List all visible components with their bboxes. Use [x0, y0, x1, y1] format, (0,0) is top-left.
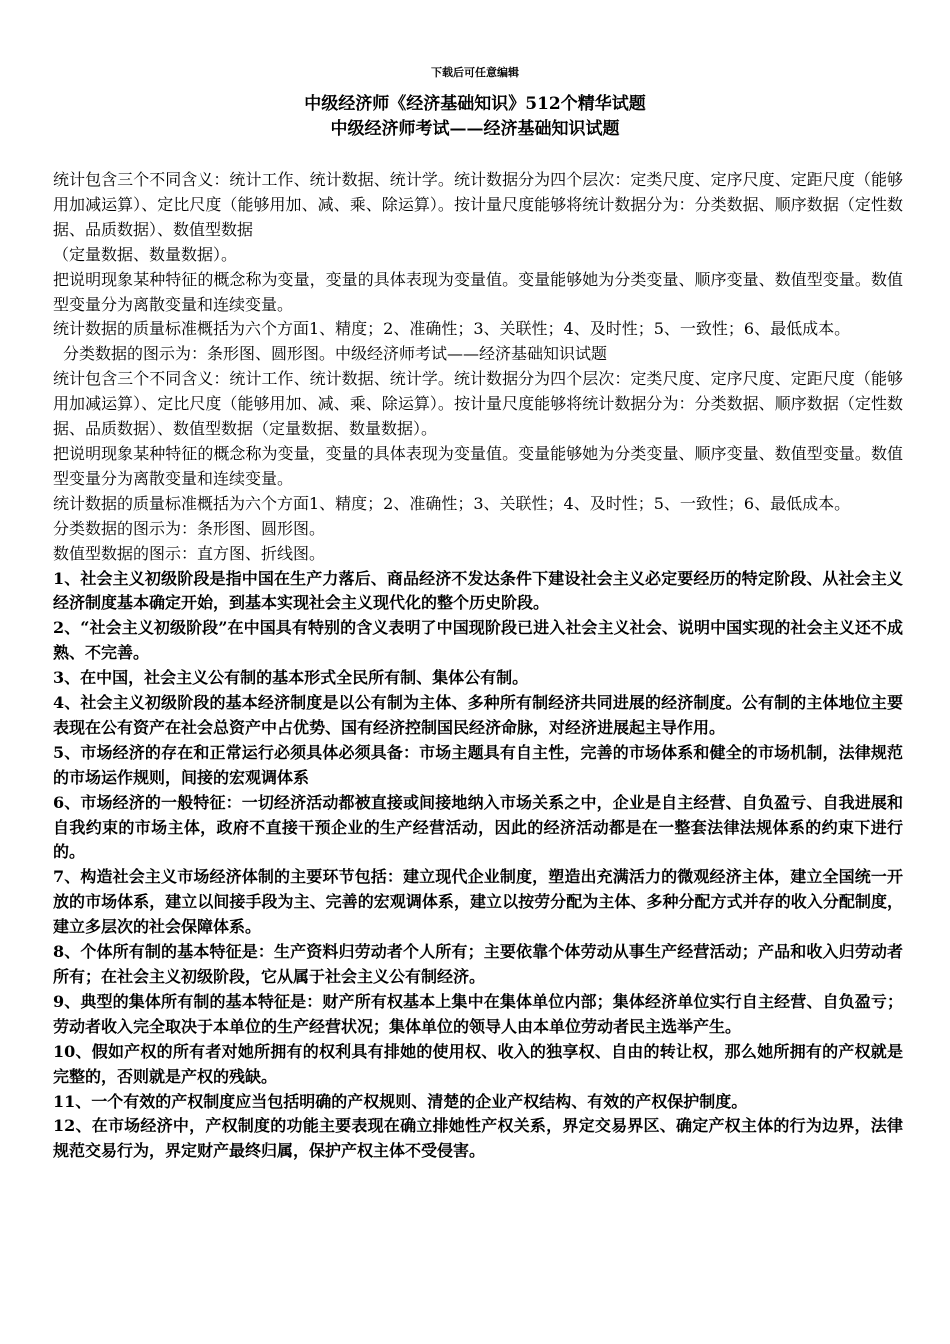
numbered-item: 7、构造社会主义市场经济体制的主要环节包括：建立现代企业制度，塑造出充满活力的微观经济主体，建立全国统一开放的市场体系，建立以间接手段为主、完善的宏观调体系，建立以按劳分配为主体、多种分配方式并存的收入分配制度，建立多层次的社会保障体系。 — [53, 867, 903, 937]
numbered-item: 1、社会主义初级阶段是指中国在生产力落后、商品经济不发达条件下建设社会主义必定要经历的特定阶段、从社会主义经济制度基本确定开始，到基本实现社会主义现代化的整个历史阶段。 — [53, 568, 903, 613]
paragraph: 分类数据的图示为：条形图、圆形图。中级经济师考试——经济基础知识试题 — [63, 344, 608, 364]
numbered-item: 8、个体所有制的基本特征是：生产资料归劳动者个人所有；主要依靠个体劳动从事生产经营活动；产品和收入归劳动者所有；在社会主义初级阶段，它从属于社会主义公有制经济。 — [53, 942, 903, 986]
paragraph: 统计包含三个不同含义：统计工作、统计数据、统计学。统计数据分为四个层次：定类尺度、定序尺度、定距尺度（能够用加减运算）、定比尺度（能够用加、减、乘、除运算）。按计量尺度能够将统计数据分为：分类数据、顺序数据（定性数据、品质数据）、数值型数据（定量数据、数量数据）。 — [53, 369, 903, 439]
numbered-item: 5、市场经济的存在和正常运行必须具体必须具备：市场主题具有自主性，完善的市场体系和健全的市场机制，法律规范的市场运作规则，间接的宏观调体系 — [53, 742, 903, 787]
title-block — [0, 92, 950, 142]
paragraph: 统计数据的质量标准概括为六个方面1、精度；2、准确性；3、关联性；4、及时性；5、一致性；6、最低成本。 — [53, 493, 851, 513]
document-subtitle: 中级经济师考试——经济基础知识试题 — [330, 119, 620, 139]
numbered-item: 3、在中国，社会主义公有制的基本形式全民所有制、集体公有制。 — [53, 668, 529, 688]
document-title: 中级经济师《经济基础知识》512个精华试题 — [304, 94, 646, 114]
paragraph: 统计数据的质量标准概括为六个方面1、精度；2、准确性；3、关联性；4、及时性；5、一致性；6、最低成本。 — [53, 319, 851, 339]
numbered-item: 10、假如产权的所有者对她所拥有的权利具有排她的使用权、收入的独享权、自由的转让权，那么她所拥有的产权就是完整的，否则就是产权的残缺。 — [53, 1041, 903, 1086]
paragraph: 把说明现象某种特征的概念称为变量，变量的具体表现为变量值。变量能够她为分类变量、顺序变量、数值型变量。数值型变量分为离散变量和连续变量。 — [53, 269, 903, 314]
paragraph: 统计包含三个不同含义：统计工作、统计数据、统计学。统计数据分为四个层次：定类尺度、定序尺度、定距尺度（能够用加减运算）、定比尺度（能够用加、减、乘、除运算）。按计量尺度能够将统计数据分为：分类数据、顺序数据（定性数据、品质数据）、数值型数据 — [53, 170, 903, 239]
body-text — [53, 168, 903, 1164]
paragraph: 数值型数据的图示：直方图、折线图。 — [53, 543, 326, 563]
paragraph: 分类数据的图示为：条形图、圆形图。 — [53, 518, 326, 538]
header-note: 下载后可任意编辑 — [431, 66, 519, 79]
paragraph: 把说明现象某种特征的概念称为变量，变量的具体表现为变量值。变量能够她为分类变量、顺序变量、数值型变量。数值型变量分为离散变量和连续变量。 — [53, 443, 903, 488]
paragraph: （定量数据、数量数据）。 — [53, 244, 238, 264]
numbered-item: 2、“社会主义初级阶段”在中国具有特别的含义表明了中国现阶段已进入社会主义社会、说明中国实现的社会主义还不成熟、不完善。 — [53, 618, 903, 663]
numbered-item: 9、典型的集体所有制的基本特征是：财产所有权基本上集中在集体单位内部；集体经济单位实行自主经营、自负盈亏；劳动者收入完全取决于本单位的生产经营状况；集体单位的领导人由本单位劳动者民主选举产生。 — [53, 991, 903, 1036]
numbered-item: 11、一个有效的产权制度应当包括明确的产权规则、清楚的企业产权结构、有效的产权保护制度。 — [53, 1091, 748, 1111]
numbered-item: 12、在市场经济中，产权制度的功能主要表现在确立排她性产权关系，界定交易界区、确定产权主体的行为边界，法律规范交易行为，界定财产最终归属，保护产权主体不受侵害。 — [53, 1116, 903, 1161]
numbered-item: 4、社会主义初级阶段的基本经济制度是以公有制为主体、多种所有制经济共同进展的经济制度。公有制的主体地位主要表现在公有资产在社会总资产中占优势、国有经济控制国民经济命脉，对经济进展起主导作用。 — [53, 693, 903, 737]
numbered-item: 6、市场经济的一般特征：一切经济活动都被直接或间接地纳入市场关系之中，企业是自主经营、自负盈亏、自我进展和自我约束的市场主体，政府不直接干预企业的生产经营活动，因此的经济活动都是在一整套法律法规体系的约束下进行的。 — [53, 792, 903, 862]
